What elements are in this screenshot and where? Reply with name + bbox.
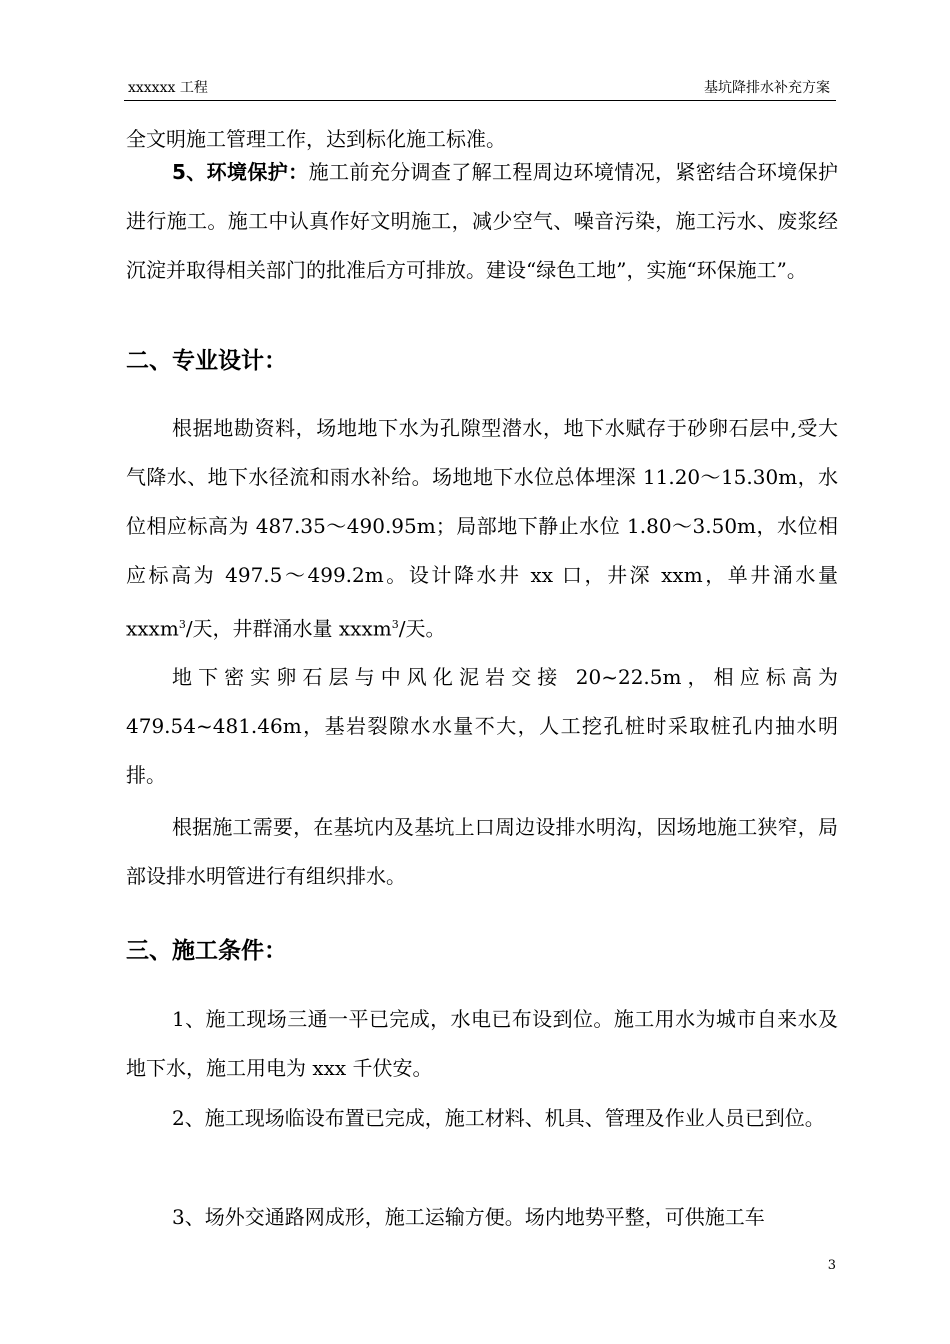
heading-professional-design: 二、专业设计： <box>126 348 287 374</box>
design-1-text-b: /天，井群涌水量 xxxm <box>185 616 392 641</box>
paragraph-continued: 全文明施工管理工作，达到标化施工标准。 <box>126 127 506 151</box>
header-rule <box>124 100 836 101</box>
superscript-cubic: 3 <box>178 618 186 631</box>
superscript-cubic-2: 3 <box>391 618 399 631</box>
paragraph-condition-1: 1、施工现场三通一平已完成，水电已布设到位。施工用水为城市自来水及地下水，施工用电为 xxx 千伏安。 <box>126 1007 838 1080</box>
paragraph-design-3: 根据施工需要，在基坑内及基坑上口周边设排水明沟，因场地施工狭窄，局部设排水明管进行有组织排水。 <box>126 815 838 888</box>
header-project-name: xxxxxx 工程 <box>128 80 208 96</box>
paragraph-environment <box>126 148 838 295</box>
design-1-text-c: /天。 <box>398 616 446 641</box>
paragraph-design-2: 地下密实卵石层与中风化泥岩交接 20~22.5m，相应标高为 479.54~481.46m，基岩裂隙水水量不大，人工挖孔桩时采取桩孔内抽水明排。 <box>126 665 838 787</box>
design-1-text-a: 根据地勘资料，场地地下水为孔隙型潜水，地下水赋存于砂卵石层中,受大气降水、地下水径流和雨水补给。场地地下水位总体埋深 11.20～15.30m，水位相应标高为 487.35～490.95m；局部地下静止水位 1.80～3.50m，水位相应标高为 497.5～499.2m。设计降水井 xx 口，井深 xxm，单井涌水量 xxxm <box>126 416 838 641</box>
paragraph-condition-3: 3、场外交通路网成形，施工运输方便。场内地势平整，可供施工车 <box>172 1205 765 1229</box>
environment-text: 施工前充分调查了解工程周边环境情况，紧密结合环境保护进行施工。施工中认真作好文明施工，减少空气、噪音污染，施工污水、废浆经沉淀并取得相关部门的批准后方可排放。建设“绿色工地”，实施“环保施工”。 <box>126 160 838 282</box>
paragraph-condition-2: 2、施工现场临设布置已完成，施工材料、机具、管理及作业人员已到位。 <box>172 1106 825 1130</box>
header-document-title: 基坑降排水补充方案 <box>704 80 830 96</box>
heading-construction-conditions: 三、施工条件： <box>126 938 287 964</box>
page-number: 3 <box>827 1258 836 1273</box>
environment-label: 5、环境保护： <box>172 160 309 184</box>
paragraph-design-1 <box>126 404 838 654</box>
